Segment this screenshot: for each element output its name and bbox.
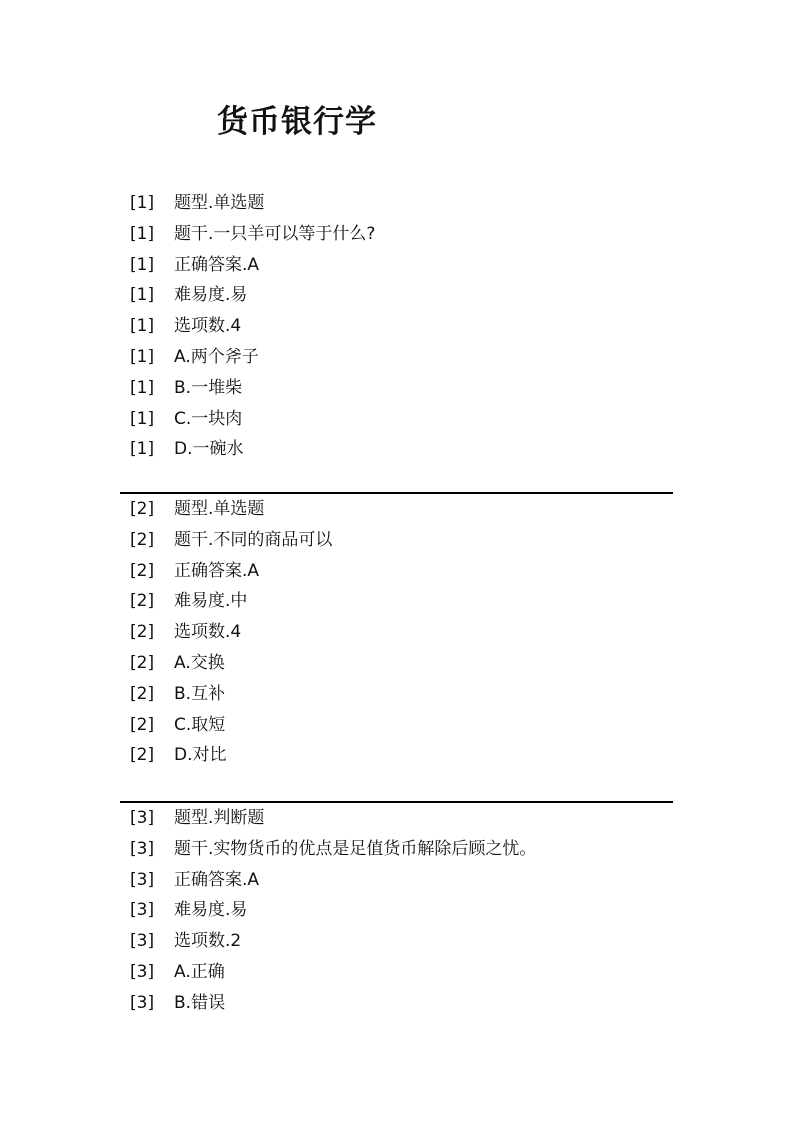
- question-number: [3]: [130, 808, 155, 828]
- question-line: [120, 280, 673, 311]
- option-count: 选项数.2: [174, 931, 242, 952]
- question-number: [1]: [130, 408, 155, 429]
- question-line: [120, 342, 673, 373]
- option-a: A.两个斧子: [174, 346, 259, 367]
- question-line: [120, 434, 673, 465]
- question-line: [120, 957, 673, 988]
- option-b: B.一堆柴: [174, 377, 243, 398]
- option-a: A.交换: [174, 652, 225, 673]
- question-number: [1]: [130, 254, 155, 275]
- question-stem: 题干.一只羊可以等于什么?: [174, 223, 376, 244]
- correct-answer: 正确答案.A: [174, 254, 260, 275]
- option-count: 选项数.4: [174, 622, 242, 643]
- question-line: [120, 988, 673, 1019]
- question-number: [2]: [130, 560, 155, 581]
- difficulty: 难易度.易: [174, 285, 248, 306]
- question-number: [2]: [130, 683, 155, 704]
- question-line: [120, 556, 673, 587]
- question-number: [1]: [130, 285, 155, 306]
- difficulty: 难易度.易: [174, 900, 248, 921]
- option-b: B.互补: [174, 683, 226, 704]
- question-1: [120, 188, 673, 465]
- question-line: [120, 311, 673, 342]
- question-number: [2]: [130, 652, 155, 673]
- question-type: 题型.单选题: [174, 499, 265, 519]
- question-number: [3]: [130, 961, 155, 982]
- question-line: [120, 803, 673, 834]
- question-number: [1]: [130, 223, 155, 244]
- question-line: [120, 494, 673, 525]
- correct-answer: 正确答案.A: [174, 560, 260, 581]
- option-c: C.取短: [174, 714, 226, 735]
- difficulty: 难易度.中: [174, 591, 248, 612]
- question-3: [120, 801, 673, 1019]
- question-line: [120, 895, 673, 926]
- question-number: [2]: [130, 529, 155, 550]
- option-b: B.错误: [174, 992, 226, 1013]
- correct-answer: 正确答案.A: [174, 869, 260, 890]
- option-c: C.一块肉: [174, 408, 243, 429]
- question-number: [2]: [130, 622, 155, 643]
- question-number: [3]: [130, 931, 155, 952]
- question-number: [2]: [130, 499, 155, 519]
- question-line: [120, 188, 673, 219]
- document-title: 货币银行学: [217, 104, 377, 140]
- question-line: [120, 679, 673, 710]
- question-line: [120, 648, 673, 679]
- question-type: 题型.判断题: [174, 808, 265, 828]
- question-number: [1]: [130, 316, 155, 337]
- question-number: [3]: [130, 992, 155, 1013]
- question-number: [3]: [130, 869, 155, 890]
- question-type: 题型.单选题: [174, 193, 265, 213]
- option-d: D.对比: [174, 745, 227, 766]
- question-line: [120, 404, 673, 435]
- question-line: [120, 525, 673, 556]
- question-line: [120, 219, 673, 250]
- question-number: [3]: [130, 838, 155, 859]
- question-line: [120, 926, 673, 957]
- question-number: [1]: [130, 346, 155, 367]
- option-count: 选项数.4: [174, 316, 242, 337]
- question-number: [3]: [130, 900, 155, 921]
- question-line: [120, 250, 673, 281]
- option-a: A.正确: [174, 961, 225, 982]
- question-number: [1]: [130, 193, 155, 213]
- question-line: [120, 865, 673, 896]
- option-d: D.一碗水: [174, 439, 244, 460]
- question-number: [2]: [130, 714, 155, 735]
- question-line: [120, 617, 673, 648]
- question-number: [2]: [130, 591, 155, 612]
- question-line: [120, 834, 673, 865]
- question-stem: 题干.不同的商品可以: [174, 529, 333, 550]
- question-line: [120, 586, 673, 617]
- question-number: [2]: [130, 745, 155, 766]
- question-number: [1]: [130, 377, 155, 398]
- question-number: [1]: [130, 439, 155, 460]
- question-line: [120, 710, 673, 741]
- question-line: [120, 740, 673, 771]
- question-line: [120, 373, 673, 404]
- question-stem: 题干.实物货币的优点是足值货币解除后顾之忧。: [174, 838, 537, 859]
- question-2: [120, 492, 673, 771]
